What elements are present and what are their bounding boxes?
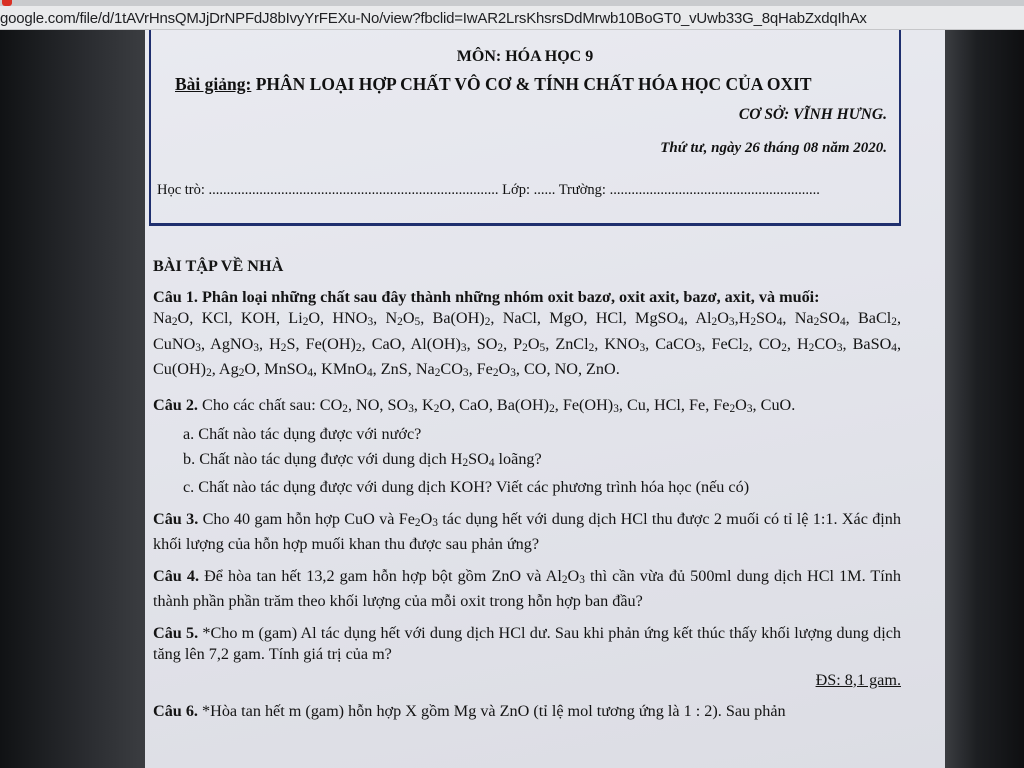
subject-title: MÔN: HÓA HỌC 9 [456,48,594,65]
header-box [149,30,901,226]
question-6 [153,701,901,723]
school-name: CƠ SỞ: VĨNH HƯNG. [738,106,887,123]
question-1-chemicals: $Na_2O$, KCl, KOH, $Li_2O$, $HNO_3$, $N_2O_5$, $Ba(OH)_2$, NaCl, MgO, HCl, MgSO$_4$, $Al_2O_3,H_2SO_4$, $Na_2SO_4$, BaCl$_2$, CuNO$_3$, AgNO$_3$, $H_2S$, $Fe(OH)_2$, CaO, $Al(OH)_3$, $SO_2$, $P_2O_5$, ZnCl$_2$, $KNO_3$, CaCO$_3$, FeCl$_2$, $CO_2$, $H_2CO_3$, BaSO$_4$, $Cu(OH)_2$, $Ag_2O$, MnSO$_4$, KMnO$_4$, ZnS, $Na_2CO_3$, $Fe_2O_3$, CO, NO, ZnO. [153,309,901,379]
lesson-date: Thứ tư, ngày 26 tháng 08 năm 2020. [660,140,887,156]
question-2-label: Câu 2. [153,395,198,414]
lesson-title: PHÂN LOẠI HỢP CHẤT VÔ CƠ & TÍNH CHẤT HÓA HỌC CỦA OXIT [251,74,812,94]
student-info-line: Học trò: ................................................................................ Lớp: ...... Trường: .......................................................... [157,182,820,198]
question-6-label: Câu 6. [153,702,198,720]
right-background [945,30,1024,768]
homework-content [153,256,901,733]
browser-address-bar[interactable] [0,0,1024,30]
question-3-label: Câu 3. [153,509,199,528]
question-1-label: Câu 1. [153,287,198,306]
question-4-label: Câu 4. [153,566,200,585]
question-4-text: Để hòa tan hết 13,2 gam hỗn hợp bột gồm ZnO và $Al_2O_3$ thì cần vừa đủ 500ml dung dịch HCl 1M. Tính thành phần phần trăm theo khối lượng của mỗi oxit trong hỗn hợp ban đầu? [153,566,901,610]
question-1-text: Phân loại những chất sau đây thành những nhóm oxit bazơ, oxit axit, bazơ, axit, và muối: [197,287,820,306]
question-2-option-c: c. Chất nào tác dụng được với dung dịch KOH? Viết các phương trình hóa học (nếu có) [183,478,750,496]
lesson-title-line [175,74,812,95]
question-2-option-b: b. Chất nào tác dụng được với dung dịch $H_2SO_4$ loãng? [183,449,542,469]
url-text[interactable]: google.com/file/d/1tAVrHnsQMJjDrNPFdJ8bIvyYrFEXu-No/view?fbclid=IwAR2LrsKhsrsDdMrwb10BoGT0_vUwb33G_8qHabZxdqIhAx [0,10,867,27]
question-2 [153,395,901,421]
question-5-answer: ĐS: 8,1 gam. [815,670,901,689]
question-6-text: *Hòa tan hết m (gam) hỗn hợp X gồm Mg và ZnO (tỉ lệ mol tương ứng là 1 : 2). Sau phản [197,702,786,720]
question-3-text: Cho 40 gam hỗn hợp CuO và $Fe_2O_3$ tác dụng hết với dung dịch HCl thu được 2 muối có tỉ lệ 1:1. Xác định khối lượng của hỗn hợp muối khan thu được sau phản ứng? [153,509,901,553]
question-5-label: Câu 5. [153,623,199,642]
left-background [0,30,145,768]
question-4 [153,566,901,613]
question-5-text: *Cho m (gam) Al tác dụng hết với dung dịch HCl dư. Sau khi phản ứng kết thúc thấy khối lượng dung dịch tăng lên 7,2 gam. Tính giá trị của m? [153,623,901,663]
question-2-text: Cho các chất sau: $CO_2$, NO, $SO_3$, $K_2O$, CaO, $Ba(OH)_2$, $Fe(OH)_3$, Cu, HCl, Fe, $Fe_2O_3$, CuO. [197,395,796,415]
question-3 [153,509,901,556]
browser-tab-strip [0,0,1024,6]
question-5 [153,623,901,666]
homework-title: BÀI TẬP VỀ NHÀ [153,257,284,275]
tab-favicon-icon[interactable] [2,0,12,6]
lesson-label: Bài giảng: [175,74,252,94]
question-2-option-a: a. Chất nào tác dụng được với nước? [183,425,422,443]
question-1 [153,287,901,385]
document-page [145,30,945,768]
